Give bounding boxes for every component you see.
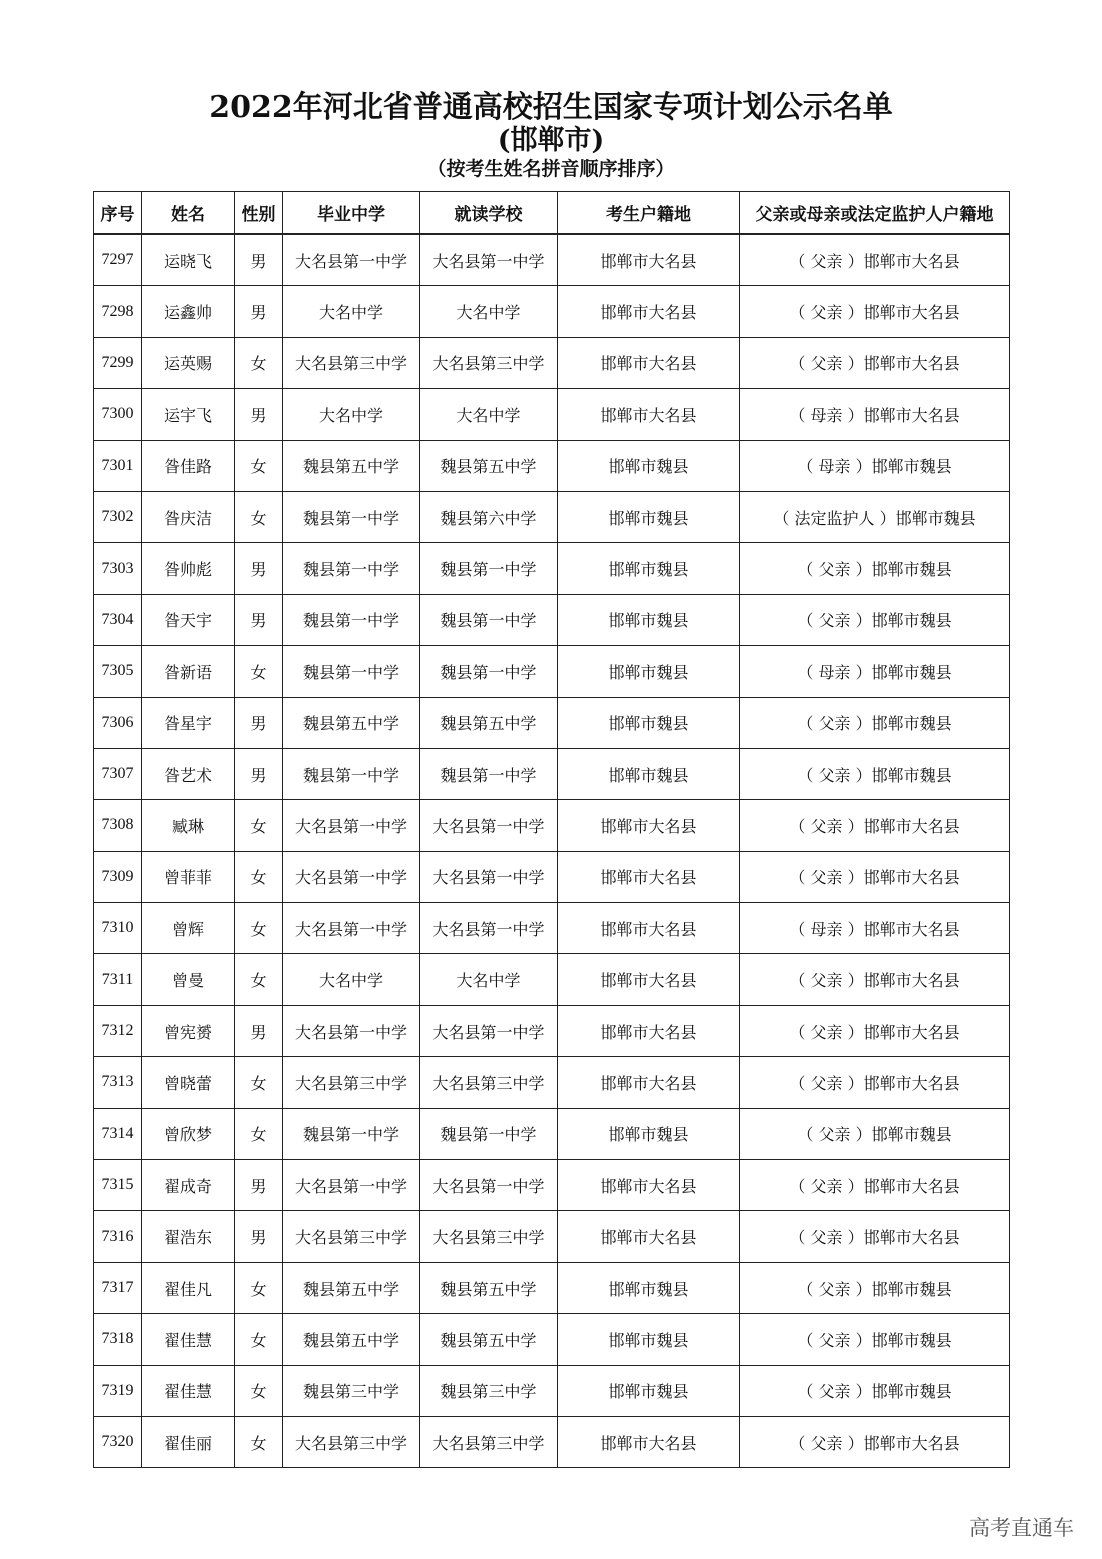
cell-guardian-residence: （ 父亲 ）邯郸市魏县: [740, 1365, 1010, 1416]
table-row: [94, 1211, 1010, 1262]
cell-seq: 7303: [94, 543, 142, 594]
cell-gender: 女: [235, 800, 283, 851]
cell-current-school: 大名县第一中学: [420, 1005, 558, 1056]
cell-gender: 女: [235, 1314, 283, 1365]
cell-current-school: 魏县第一中学: [420, 594, 558, 645]
cell-guardian-residence: （ 父亲 ）邯郸市大名县: [740, 800, 1010, 851]
table-row: [94, 748, 1010, 799]
table-row: [94, 594, 1010, 645]
cell-seq: 7299: [94, 337, 142, 388]
table-body: [94, 234, 1010, 1468]
cell-current-school: 魏县第五中学: [420, 440, 558, 491]
cell-gender: 男: [235, 1005, 283, 1056]
cell-graduated-school: 魏县第一中学: [283, 543, 420, 594]
cell-current-school: 魏县第六中学: [420, 491, 558, 542]
cell-graduated-school: 魏县第一中学: [283, 1108, 420, 1159]
header-row: [94, 192, 1010, 235]
cell-seq: 7305: [94, 646, 142, 697]
cell-name: 曾宪赟: [142, 1005, 235, 1056]
cell-guardian-residence: （ 父亲 ）邯郸市大名县: [740, 1160, 1010, 1211]
cell-graduated-school: 大名县第一中学: [283, 1160, 420, 1211]
cell-seq: 7307: [94, 748, 142, 799]
cell-guardian-residence: （ 父亲 ）邯郸市大名县: [740, 954, 1010, 1005]
table-row: [94, 697, 1010, 748]
table-row: [94, 1005, 1010, 1056]
cell-student-residence: 邯郸市大名县: [558, 903, 740, 954]
cell-seq: 7313: [94, 1057, 142, 1108]
cell-seq: 7297: [94, 234, 142, 286]
cell-student-residence: 邯郸市大名县: [558, 1211, 740, 1262]
cell-current-school: 大名县第一中学: [420, 1160, 558, 1211]
header-name: 姓名: [142, 192, 235, 235]
cell-guardian-residence: （ 父亲 ）邯郸市大名县: [740, 1416, 1010, 1467]
cell-gender: 男: [235, 389, 283, 440]
cell-name: 运鑫帅: [142, 286, 235, 337]
cell-guardian-residence: （ 父亲 ）邯郸市大名县: [740, 1005, 1010, 1056]
cell-graduated-school: 大名中学: [283, 389, 420, 440]
cell-graduated-school: 大名县第一中学: [283, 1005, 420, 1056]
cell-student-residence: 邯郸市魏县: [558, 748, 740, 799]
cell-graduated-school: 大名县第三中学: [283, 1057, 420, 1108]
cell-guardian-residence: （ 父亲 ）邯郸市大名县: [740, 337, 1010, 388]
cell-current-school: 大名中学: [420, 954, 558, 1005]
cell-gender: 女: [235, 440, 283, 491]
cell-guardian-residence: （ 父亲 ）邯郸市魏县: [740, 748, 1010, 799]
cell-gender: 女: [235, 1262, 283, 1313]
cell-student-residence: 邯郸市大名县: [558, 389, 740, 440]
cell-student-residence: 邯郸市魏县: [558, 697, 740, 748]
cell-graduated-school: 大名县第三中学: [283, 1211, 420, 1262]
cell-name: 臧琳: [142, 800, 235, 851]
cell-name: 翟成奇: [142, 1160, 235, 1211]
cell-student-residence: 邯郸市大名县: [558, 1416, 740, 1467]
cell-current-school: 大名县第一中学: [420, 800, 558, 851]
cell-current-school: 大名县第三中学: [420, 337, 558, 388]
cell-current-school: 魏县第一中学: [420, 543, 558, 594]
table-row: [94, 1314, 1010, 1365]
cell-student-residence: 邯郸市大名县: [558, 800, 740, 851]
cell-name: 昝天宇: [142, 594, 235, 645]
table-row: [94, 543, 1010, 594]
table-row: [94, 954, 1010, 1005]
cell-name: 昝佳路: [142, 440, 235, 491]
cell-current-school: 魏县第五中学: [420, 1262, 558, 1313]
cell-student-residence: 邯郸市魏县: [558, 491, 740, 542]
cell-seq: 7309: [94, 851, 142, 902]
cell-name: 翟浩东: [142, 1211, 235, 1262]
cell-student-residence: 邯郸市魏县: [558, 1365, 740, 1416]
cell-name: 曾辉: [142, 903, 235, 954]
cell-name: 昝帅彪: [142, 543, 235, 594]
table-row: [94, 1160, 1010, 1211]
header-guardian-residence: 父亲或母亲或法定监护人户籍地: [740, 192, 1010, 235]
cell-seq: 7304: [94, 594, 142, 645]
cell-seq: 7301: [94, 440, 142, 491]
cell-seq: 7300: [94, 389, 142, 440]
cell-graduated-school: 魏县第一中学: [283, 594, 420, 645]
cell-name: 翟佳丽: [142, 1416, 235, 1467]
cell-current-school: 大名县第三中学: [420, 1211, 558, 1262]
header-graduated-school: 毕业中学: [283, 192, 420, 235]
table-row: [94, 903, 1010, 954]
cell-guardian-residence: （ 父亲 ）邯郸市魏县: [740, 697, 1010, 748]
cell-current-school: 大名县第一中学: [420, 851, 558, 902]
cell-guardian-residence: （ 父亲 ）邯郸市大名县: [740, 1211, 1010, 1262]
cell-name: 运宇飞: [142, 389, 235, 440]
cell-graduated-school: 大名县第一中学: [283, 903, 420, 954]
table-row: [94, 1416, 1010, 1467]
cell-name: 翟佳凡: [142, 1262, 235, 1313]
cell-graduated-school: 大名县第三中学: [283, 337, 420, 388]
cell-student-residence: 邯郸市魏县: [558, 1108, 740, 1159]
cell-gender: 男: [235, 748, 283, 799]
cell-student-residence: 邯郸市大名县: [558, 1160, 740, 1211]
cell-student-residence: 邯郸市大名县: [558, 1005, 740, 1056]
cell-student-residence: 邯郸市魏县: [558, 543, 740, 594]
cell-gender: 男: [235, 543, 283, 594]
cell-seq: 7320: [94, 1416, 142, 1467]
cell-graduated-school: 大名县第一中学: [283, 800, 420, 851]
cell-student-residence: 邯郸市大名县: [558, 234, 740, 286]
cell-student-residence: 邯郸市魏县: [558, 594, 740, 645]
table-row: [94, 337, 1010, 388]
cell-graduated-school: 魏县第五中学: [283, 1262, 420, 1313]
cell-gender: 女: [235, 491, 283, 542]
cell-current-school: 大名县第一中学: [420, 234, 558, 286]
cell-graduated-school: 大名中学: [283, 954, 420, 1005]
cell-seq: 7302: [94, 491, 142, 542]
cell-student-residence: 邯郸市魏县: [558, 1262, 740, 1313]
cell-student-residence: 邯郸市大名县: [558, 851, 740, 902]
cell-gender: 男: [235, 697, 283, 748]
table-row: [94, 234, 1010, 286]
cell-seq: 7314: [94, 1108, 142, 1159]
cell-name: 昝星宇: [142, 697, 235, 748]
cell-student-residence: 邯郸市大名县: [558, 337, 740, 388]
cell-name: 曾晓蕾: [142, 1057, 235, 1108]
cell-guardian-residence: （ 母亲 ）邯郸市大名县: [740, 903, 1010, 954]
cell-current-school: 魏县第五中学: [420, 697, 558, 748]
cell-student-residence: 邯郸市魏县: [558, 646, 740, 697]
cell-gender: 女: [235, 903, 283, 954]
cell-guardian-residence: （ 父亲 ）邯郸市大名县: [740, 286, 1010, 337]
table-row: [94, 1108, 1010, 1159]
cell-graduated-school: 魏县第五中学: [283, 1314, 420, 1365]
document-title: 2022年河北省普通高校招生国家专项计划公示名单: [209, 90, 893, 125]
cell-seq: 7315: [94, 1160, 142, 1211]
cell-graduated-school: 大名县第一中学: [283, 234, 420, 286]
cell-graduated-school: 魏县第五中学: [283, 697, 420, 748]
cell-name: 运晓飞: [142, 234, 235, 286]
cell-current-school: 大名县第三中学: [420, 1057, 558, 1108]
cell-gender: 女: [235, 851, 283, 902]
cell-gender: 女: [235, 1365, 283, 1416]
cell-graduated-school: 大名县第一中学: [283, 851, 420, 902]
cell-current-school: 魏县第一中学: [420, 748, 558, 799]
cell-graduated-school: 魏县第三中学: [283, 1365, 420, 1416]
cell-gender: 男: [235, 286, 283, 337]
cell-guardian-residence: （ 法定监护人 ）邯郸市魏县: [740, 491, 1010, 542]
header-seq: 序号: [94, 192, 142, 235]
table-row: [94, 389, 1010, 440]
cell-guardian-residence: （ 父亲 ）邯郸市大名县: [740, 234, 1010, 286]
cell-gender: 男: [235, 1211, 283, 1262]
table-row: [94, 800, 1010, 851]
cell-gender: 男: [235, 594, 283, 645]
cell-name: 翟佳慧: [142, 1314, 235, 1365]
cell-graduated-school: 魏县第一中学: [283, 748, 420, 799]
cell-student-residence: 邯郸市大名县: [558, 286, 740, 337]
cell-seq: 7319: [94, 1365, 142, 1416]
cell-name: 昝艺术: [142, 748, 235, 799]
cell-gender: 女: [235, 1057, 283, 1108]
cell-name: 曾曼: [142, 954, 235, 1005]
sort-note: （按考生姓名拼音顺序排序）: [427, 158, 675, 180]
table-row: [94, 491, 1010, 542]
cell-name: 昝庆洁: [142, 491, 235, 542]
table-row: [94, 440, 1010, 491]
cell-guardian-residence: （ 父亲 ）邯郸市魏县: [740, 1262, 1010, 1313]
watermark: 高考直通车: [969, 1516, 1074, 1540]
cell-gender: 男: [235, 234, 283, 286]
document-subtitle: (邯郸市): [497, 125, 605, 156]
cell-name: 曾菲菲: [142, 851, 235, 902]
cell-guardian-residence: （ 父亲 ）邯郸市魏县: [740, 1108, 1010, 1159]
cell-student-residence: 邯郸市大名县: [558, 1057, 740, 1108]
cell-seq: 7306: [94, 697, 142, 748]
table-row: [94, 1057, 1010, 1108]
cell-gender: 女: [235, 646, 283, 697]
cell-guardian-residence: （ 母亲 ）邯郸市魏县: [740, 440, 1010, 491]
table-row: [94, 1365, 1010, 1416]
cell-current-school: 魏县第三中学: [420, 1365, 558, 1416]
table-row: [94, 1262, 1010, 1313]
cell-guardian-residence: （ 母亲 ）邯郸市大名县: [740, 389, 1010, 440]
cell-current-school: 大名县第三中学: [420, 1416, 558, 1467]
header-current-school: 就读学校: [420, 192, 558, 235]
cell-guardian-residence: （ 母亲 ）邯郸市魏县: [740, 646, 1010, 697]
cell-student-residence: 邯郸市魏县: [558, 440, 740, 491]
cell-graduated-school: 魏县第一中学: [283, 646, 420, 697]
table-row: [94, 851, 1010, 902]
header-gender: 性别: [235, 192, 283, 235]
cell-current-school: 大名县第一中学: [420, 903, 558, 954]
cell-student-residence: 邯郸市魏县: [558, 1314, 740, 1365]
cell-seq: 7308: [94, 800, 142, 851]
cell-gender: 女: [235, 1416, 283, 1467]
cell-graduated-school: 大名中学: [283, 286, 420, 337]
cell-seq: 7311: [94, 954, 142, 1005]
cell-seq: 7317: [94, 1262, 142, 1313]
cell-current-school: 魏县第一中学: [420, 646, 558, 697]
cell-seq: 7310: [94, 903, 142, 954]
cell-seq: 7318: [94, 1314, 142, 1365]
cell-guardian-residence: （ 父亲 ）邯郸市魏县: [740, 594, 1010, 645]
cell-current-school: 大名中学: [420, 286, 558, 337]
cell-gender: 女: [235, 337, 283, 388]
cell-current-school: 魏县第五中学: [420, 1314, 558, 1365]
header-student-residence: 考生户籍地: [558, 192, 740, 235]
table-row: [94, 286, 1010, 337]
cell-graduated-school: 魏县第一中学: [283, 491, 420, 542]
cell-current-school: 魏县第一中学: [420, 1108, 558, 1159]
cell-seq: 7316: [94, 1211, 142, 1262]
cell-name: 运英赐: [142, 337, 235, 388]
cell-gender: 女: [235, 954, 283, 1005]
cell-seq: 7298: [94, 286, 142, 337]
cell-guardian-residence: （ 父亲 ）邯郸市魏县: [740, 543, 1010, 594]
cell-student-residence: 邯郸市大名县: [558, 954, 740, 1005]
cell-guardian-residence: （ 父亲 ）邯郸市大名县: [740, 851, 1010, 902]
cell-gender: 男: [235, 1160, 283, 1211]
cell-gender: 女: [235, 1108, 283, 1159]
table-row: [94, 646, 1010, 697]
cell-guardian-residence: （ 父亲 ）邯郸市魏县: [740, 1314, 1010, 1365]
roster-table: [93, 191, 1010, 1468]
table-header: [94, 192, 1010, 235]
cell-name: 曾欣梦: [142, 1108, 235, 1159]
cell-name: 昝新语: [142, 646, 235, 697]
cell-graduated-school: 魏县第五中学: [283, 440, 420, 491]
cell-current-school: 大名中学: [420, 389, 558, 440]
cell-graduated-school: 大名县第三中学: [283, 1416, 420, 1467]
cell-guardian-residence: （ 父亲 ）邯郸市大名县: [740, 1057, 1010, 1108]
cell-seq: 7312: [94, 1005, 142, 1056]
cell-name: 翟佳慧: [142, 1365, 235, 1416]
